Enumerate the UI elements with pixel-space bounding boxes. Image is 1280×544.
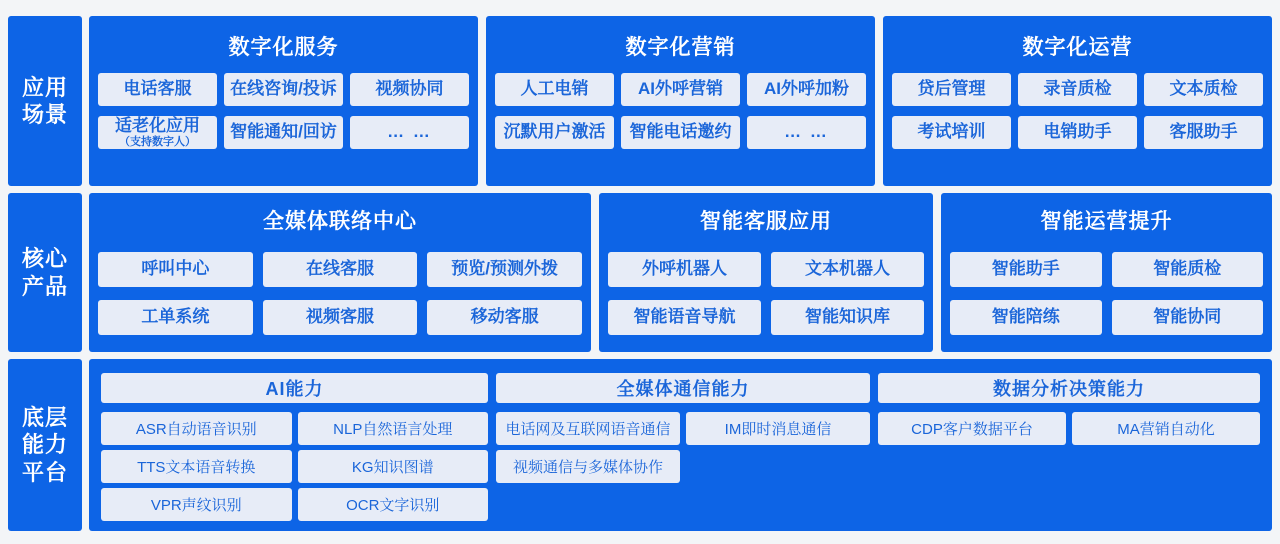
group-ai-capability xyxy=(101,373,488,519)
panel-title: 数字化营销 xyxy=(625,36,736,59)
chip-sub-label: （支持数字人） xyxy=(119,136,196,149)
product-chip: 智能陪练 xyxy=(950,300,1102,335)
scenario-chip-ellipsis: … … xyxy=(350,116,469,149)
scenario-chip: 录音质检 xyxy=(1018,73,1137,106)
product-chip: 移动客服 xyxy=(427,300,582,335)
panel-title: 数字化服务 xyxy=(228,36,339,59)
scenario-chip: 视频协同 xyxy=(350,73,469,106)
group-header: 全媒体通信能力 xyxy=(496,373,870,403)
scenario-chip-two-line xyxy=(98,116,217,149)
scenario-chip-ellipsis: … … xyxy=(747,116,866,149)
product-chip: 呼叫中心 xyxy=(98,252,253,287)
panel-title: 智能客服应用 xyxy=(700,210,832,233)
panel-intelligent-operations-improvement xyxy=(941,193,1272,352)
capability-item: VPR声纹识别 xyxy=(101,488,292,521)
capability-item: KG知识图谱 xyxy=(298,450,489,483)
scenario-chip: 在线咨询/投诉 xyxy=(224,73,343,106)
row-base-capability-platform xyxy=(8,359,1272,531)
side-label-base-capability-platform xyxy=(8,359,82,531)
scenario-chip: AI外呼营销 xyxy=(621,73,740,106)
side-label-line: 能力 xyxy=(21,432,68,458)
chip-grid xyxy=(950,252,1263,335)
side-label-line: 应用 xyxy=(21,74,68,100)
group-omni-media-communication xyxy=(496,373,870,519)
panel-title: 智能运营提升 xyxy=(1040,210,1173,233)
product-chip: 在线客服 xyxy=(263,252,418,287)
row-core-products xyxy=(8,193,1272,352)
row-main-application-scenarios xyxy=(89,16,1272,186)
side-label-line: 底层 xyxy=(21,404,68,430)
side-label-line: 平台 xyxy=(21,459,68,485)
product-chip: 外呼机器人 xyxy=(608,252,761,287)
group-header: AI能力 xyxy=(101,373,488,403)
capability-item: NLP自然语言处理 xyxy=(298,412,489,445)
product-chip: 智能知识库 xyxy=(771,300,924,335)
chip-grid xyxy=(495,73,866,149)
capability-item: 电话网及互联网语音通信 xyxy=(496,412,680,445)
side-label-core-products xyxy=(8,193,82,352)
side-label-line: 产品 xyxy=(21,273,68,299)
product-chip: 预览/预测外拨 xyxy=(427,252,582,287)
panel-base-capabilities xyxy=(89,359,1272,531)
scenario-chip: 考试培训 xyxy=(892,116,1011,149)
scenario-chip: 客服助手 xyxy=(1144,116,1263,149)
panel-intelligent-customer-service-apps xyxy=(599,193,933,352)
chip-main-label: 适老化应用 xyxy=(115,115,200,135)
side-label-line: 场景 xyxy=(21,102,68,127)
row-application-scenarios xyxy=(8,16,1272,186)
capability-item-grid xyxy=(496,412,870,483)
capability-item: TTS文本语音转换 xyxy=(101,450,292,483)
chip-grid xyxy=(98,73,469,149)
scenario-chip: 电话客服 xyxy=(98,73,217,106)
panel-digital-service xyxy=(89,16,478,186)
capability-item-grid xyxy=(878,412,1260,445)
scenario-chip: 贷后管理 xyxy=(892,73,1011,106)
group-header: 数据分析决策能力 xyxy=(878,373,1260,403)
scenario-chip: AI外呼加粉 xyxy=(747,73,866,106)
scenario-chip: 沉默用户激活 xyxy=(495,116,614,149)
side-label-line: 核心 xyxy=(21,246,68,271)
group-data-analysis-decision xyxy=(878,373,1260,519)
product-chip: 智能质检 xyxy=(1112,252,1264,287)
capability-item: 视频通信与多媒体协作 xyxy=(496,450,680,483)
product-chip: 智能助手 xyxy=(950,252,1102,287)
capability-item: CDP客户数据平台 xyxy=(878,412,1066,445)
product-chip: 智能协同 xyxy=(1112,300,1264,335)
capability-item: ASR自动语音识别 xyxy=(101,412,292,445)
scenario-chip: 人工电销 xyxy=(495,73,614,106)
capability-item: MA营销自动化 xyxy=(1072,412,1260,445)
panel-title: 数字化运营 xyxy=(1022,36,1133,59)
panel-title: 全媒体联络中心 xyxy=(263,210,417,233)
product-chip: 文本机器人 xyxy=(771,252,924,287)
capability-item-grid xyxy=(101,412,488,521)
row-main-base-capability-platform xyxy=(89,359,1272,531)
scenario-chip: 智能通知/回访 xyxy=(224,116,343,149)
panel-digital-marketing xyxy=(486,16,875,186)
chip-grid xyxy=(608,252,924,335)
scenario-chip: 文本质检 xyxy=(1144,73,1263,106)
panel-digital-operations xyxy=(883,16,1272,186)
product-chip: 智能语音导航 xyxy=(608,300,761,335)
scenario-chip: 电销助手 xyxy=(1018,116,1137,149)
product-chip: 工单系统 xyxy=(98,300,253,335)
row-main-core-products xyxy=(89,193,1272,352)
product-chip: 视频客服 xyxy=(263,300,418,335)
panel-omni-media-contact-center xyxy=(89,193,591,352)
chip-grid xyxy=(98,252,582,335)
chip-grid xyxy=(892,73,1263,149)
capability-item: OCR文字识别 xyxy=(298,488,489,521)
side-label-application-scenarios xyxy=(8,16,82,186)
capability-item: IM即时消息通信 xyxy=(686,412,870,445)
scenario-chip: 智能电话邀约 xyxy=(621,116,740,149)
